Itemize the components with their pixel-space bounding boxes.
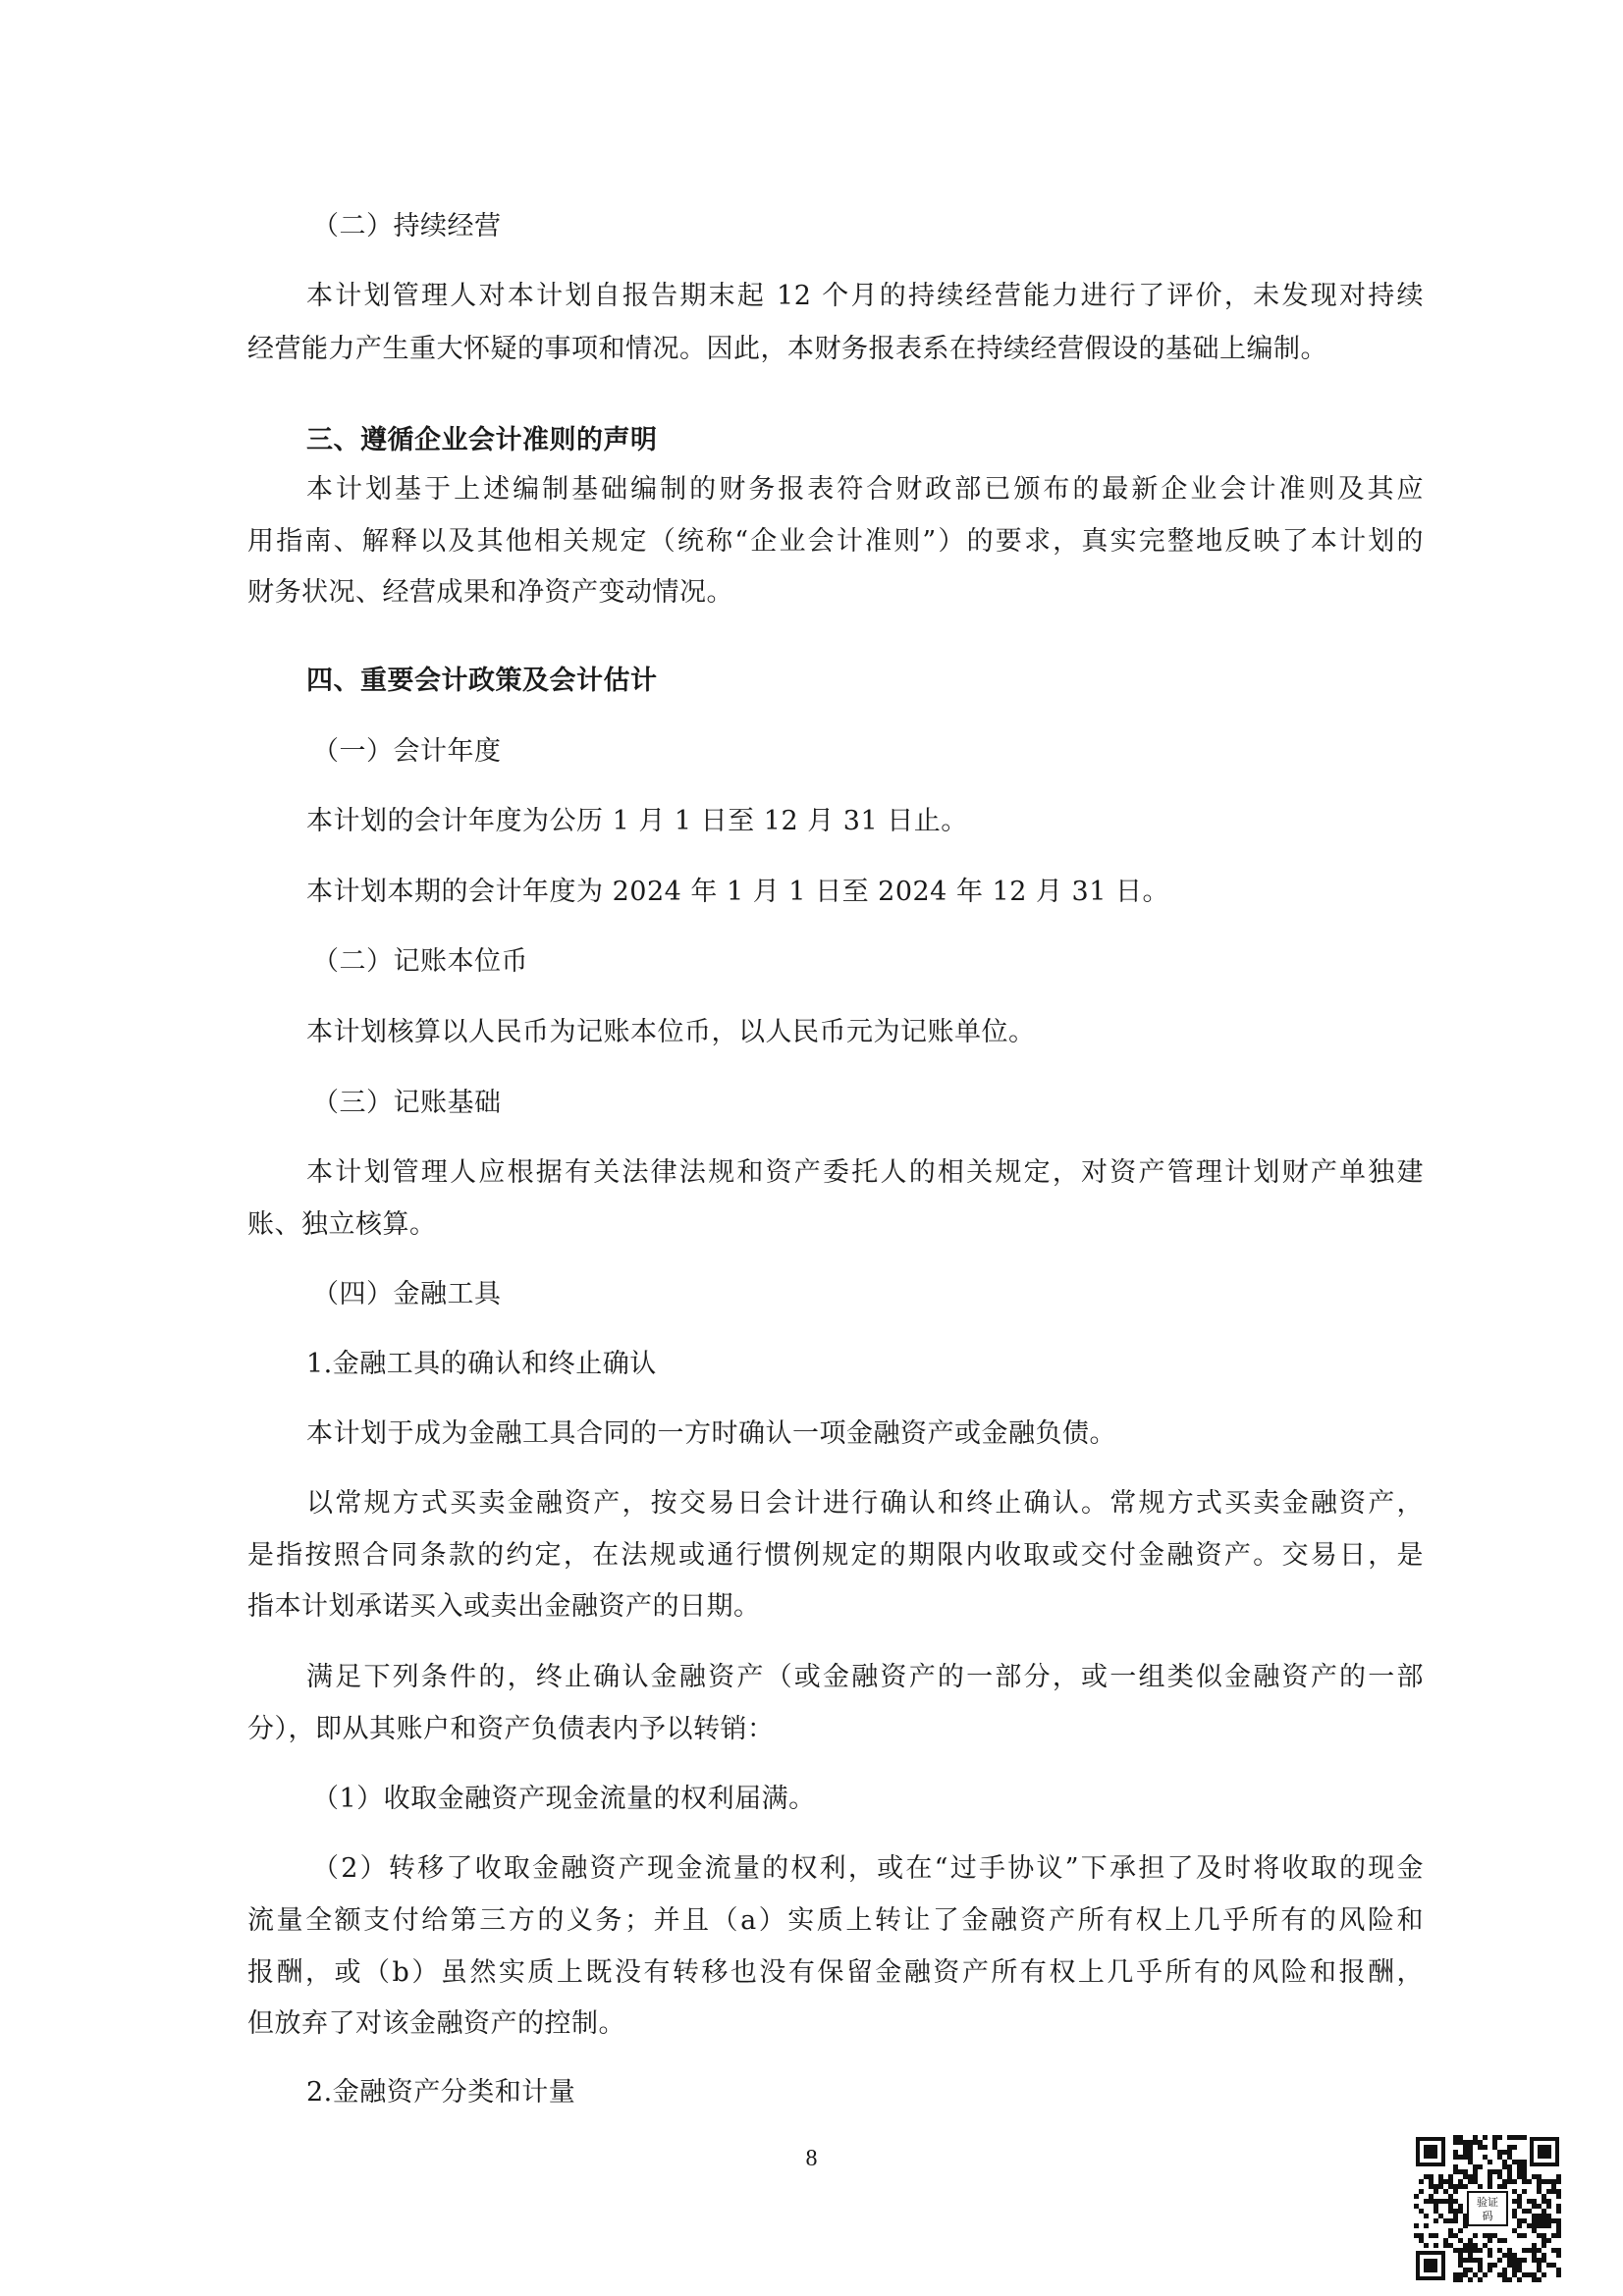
- subheading-recognition: 1.金融工具的确认和终止确认: [306, 1349, 657, 1379]
- paragraph-line: 满足下列条件的，终止确认金融资产（或金融资产的一部分，或一组类似金融资产的一部: [306, 1662, 1424, 1692]
- paragraph-line: 以常规方式买卖金融资产，按交易日会计进行确认和终止确认。常规方式买卖金融资产，: [306, 1488, 1424, 1519]
- svg-text:码: 码: [1482, 2210, 1493, 2222]
- condition-item-1: （1）收取金融资产现金流量的权利届满。: [312, 1784, 816, 1814]
- subsection-title-basis: （三）记账基础: [312, 1088, 502, 1118]
- condition-item-2: （2）转移了收取金融资产现金流量的权利，或在“过手协议”下承担了及时将收取的现金: [312, 1853, 1424, 1884]
- paragraph-line: 指本计划承诺买入或卖出金融资产的日期。: [247, 1591, 761, 1622]
- subheading-classification: 2.金融资产分类和计量: [306, 2077, 576, 2108]
- subsection-title-fiscal-year: （一）会计年度: [312, 736, 502, 767]
- paragraph-line: 本计划管理人对本计划自报告期末起 12 个月的持续经营能力进行了评价，未发现对持续: [306, 281, 1424, 311]
- subsection-title-financial-instruments: （四）金融工具: [312, 1279, 502, 1309]
- subsection-title-going-concern: （二）持续经营: [312, 211, 502, 241]
- subsection-title-currency: （二）记账本位币: [312, 946, 528, 977]
- paragraph-line: 本计划核算以人民币为记账本位币，以人民币元为记账单位。: [306, 1017, 1036, 1047]
- svg-text:验证: 验证: [1477, 2196, 1498, 2209]
- paragraph-line: 本计划基于上述编制基础编制的财务报表符合财政部已颁布的最新企业会计准则及其应: [306, 474, 1424, 505]
- paragraph-line: 本计划的会计年度为公历 1 月 1 日至 12 月 31 日止。: [306, 806, 968, 836]
- section-title-accounting-policies: 四、重要会计政策及会计估计: [306, 666, 658, 696]
- paragraph-line: 用指南、解释以及其他相关规定（统称“企业会计准则”）的要求，真实完整地反映了本计划的: [247, 526, 1424, 557]
- paragraph-line: 是指按照合同条款的约定，在法规或通行惯例规定的期限内收取或交付金融资产。交易日，是: [247, 1540, 1424, 1571]
- page-number: 8: [805, 2146, 818, 2171]
- section-title-compliance: 三、遵循企业会计准则的声明: [306, 425, 658, 455]
- paragraph-line: 但放弃了对该金融资产的控制。: [247, 2008, 625, 2039]
- paragraph-line: 报酬，或（b）虽然实质上既没有转移也没有保留金融资产所有权上几乎所有的风险和报酬，: [247, 1957, 1424, 1988]
- paragraph-line: 本计划本期的会计年度为 2024 年 1 月 1 日至 2024 年 12 月 31 日。: [306, 877, 1169, 907]
- paragraph-line: 财务状况、经营成果和净资产变动情况。: [247, 577, 733, 608]
- paragraph-line: 本计划于成为金融工具合同的一方时确认一项金融资产或金融负债。: [306, 1418, 1116, 1449]
- paragraph-line: 账、独立核算。: [247, 1209, 437, 1240]
- paragraph-line: 本计划管理人应根据有关法律法规和资产委托人的相关规定，对资产管理计划财产单独建: [306, 1157, 1424, 1188]
- qr-code-icon: [1414, 2135, 1561, 2282]
- paragraph-line: 分），即从其账户和资产负债表内予以转销：: [247, 1714, 775, 1744]
- paragraph-line: 流量全额支付给第三方的义务；并且（a）实质上转让了金融资产所有权上几乎所有的风险和: [247, 1905, 1424, 1936]
- paragraph-line: 经营能力产生重大怀疑的事项和情况。因此，本财务报表系在持续经营假设的基础上编制。: [247, 334, 1327, 364]
